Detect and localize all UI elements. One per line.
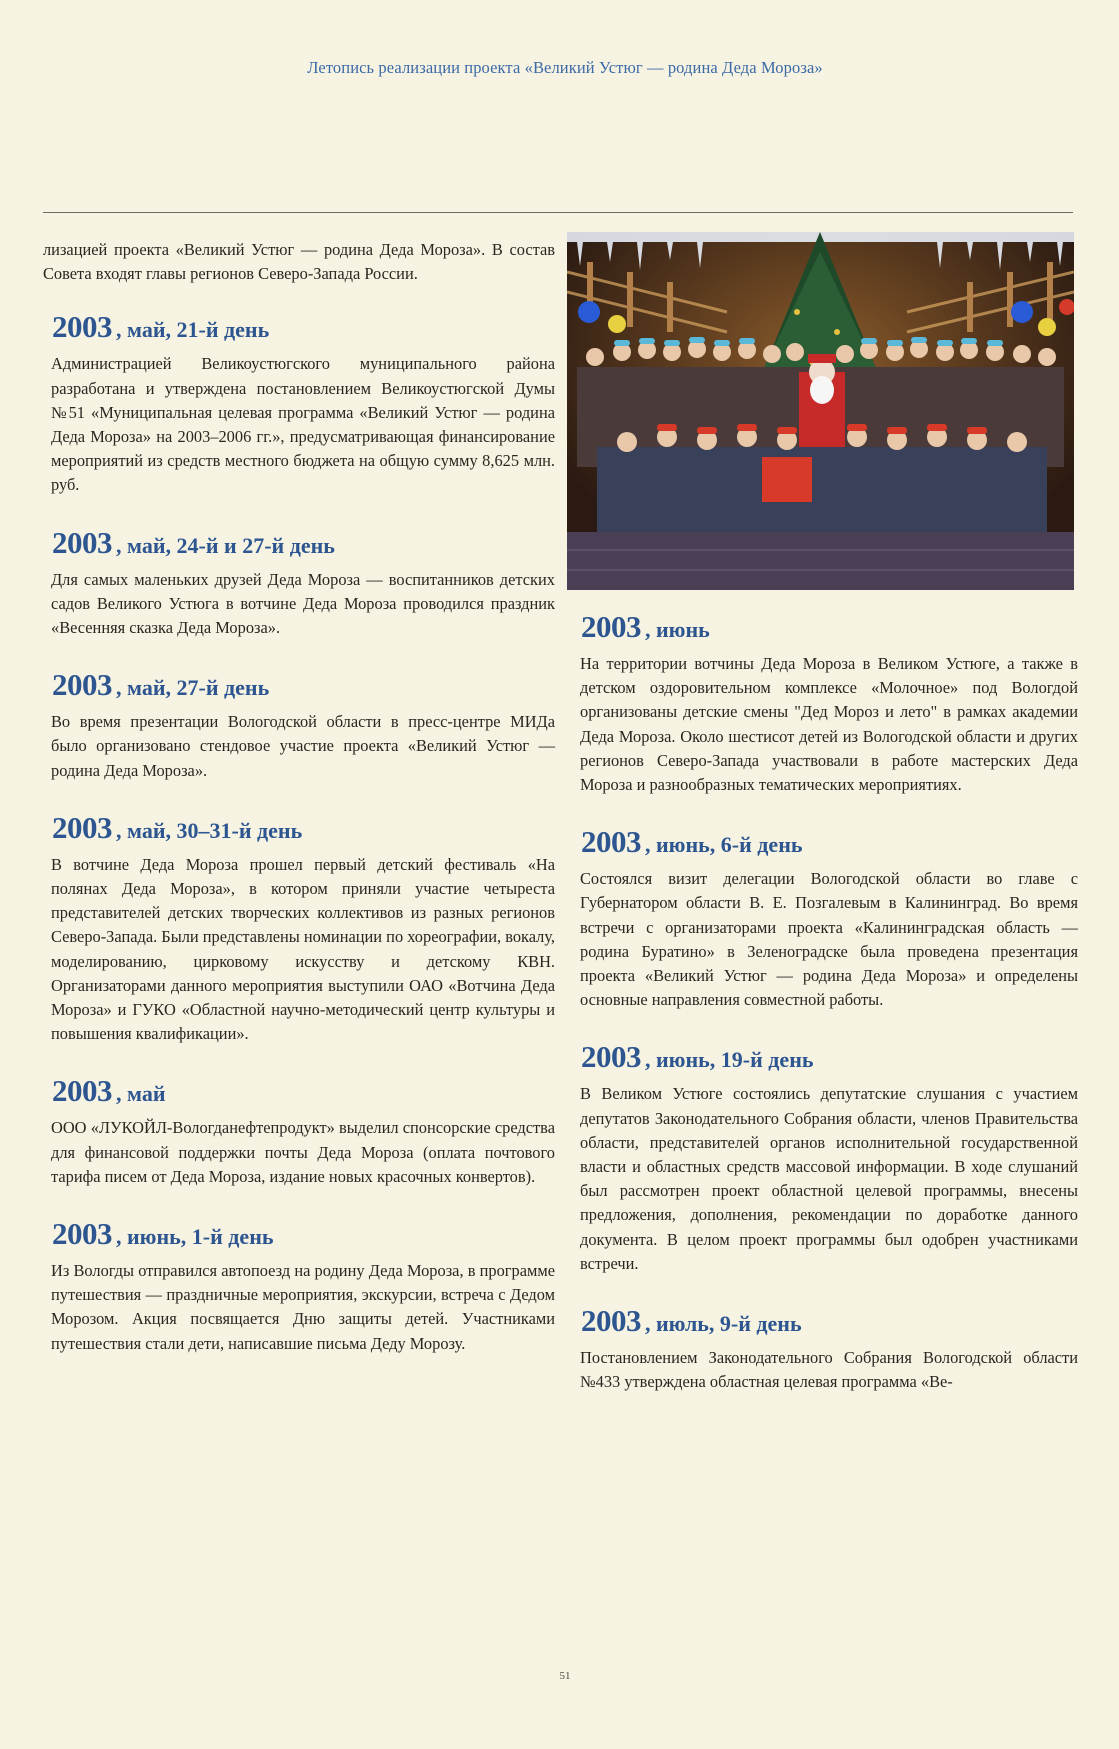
- intro-paragraph: лизацией проекта «Великий Устюг — родина Деда Мороза». В состав Совета входят главы регионов Северо-Запада России.: [43, 240, 555, 284]
- entry-date: , июль, 9-й день: [645, 1311, 802, 1337]
- entry-year: 2003: [52, 309, 112, 345]
- entry-year: 2003: [52, 809, 112, 845]
- chronicle-entry: [43, 809, 555, 1047]
- entry-year: 2003: [581, 1303, 641, 1339]
- entry-year: 2003: [52, 667, 112, 703]
- entry-year: 2003: [52, 524, 112, 560]
- chronicle-entry: [43, 1215, 555, 1356]
- entry-text: На территории вотчины Деда Мороза в Великом Устюге, а также в детском оздоровительном комплексе «Молочное» под Вологдой организованы детские смены "Дед Мороз и лето" в рамках академии Деда Мороза. Около шестисот детей из Вологодской области и других регионов Северо-Запада участвовали в работе мастерских Деда Мороза и разнообразных тематических мероприятиях.: [580, 654, 1078, 795]
- entry-date: , май, 21-й день: [116, 317, 270, 343]
- entry-text: ООО «ЛУКОЙЛ-Вологданефтепродукт» выделил спонсорские средства для финансовой поддержки почты Деда Мороза (оплата почтового тарифа писем от Деда Мороза, издание новых красочных конвертов).: [51, 1118, 555, 1186]
- entry-heading: [52, 666, 555, 707]
- chronicle-entry: [43, 1072, 555, 1189]
- entry-heading: [581, 823, 1078, 864]
- header-rule: [43, 212, 1073, 213]
- entry-date: , май, 30–31-й день: [116, 817, 303, 843]
- entry-heading: [52, 1215, 555, 1256]
- entry-date: , июнь, 19-й день: [645, 1047, 814, 1073]
- entry-heading: [581, 1302, 1078, 1343]
- entry-date: , июнь: [645, 617, 710, 642]
- entry-heading: [52, 809, 555, 850]
- chronicle-entry: [43, 524, 555, 641]
- chronicle-entry: [572, 1302, 1078, 1394]
- entry-text: В Великом Устюге состоялись депутатские слушания с участием депутатов Законодательного Собрания области, членов Правительства области, представителей органов исполнительной государственной власти и областных средств массовой информации. В ходе слушаний был рассмотрен проект областной целевой программы, внесены предложения, дополнения, рекомендации по доработке данного документа. В целом проект программы был одобрен участниками встречи.: [580, 1084, 1078, 1273]
- entry-year: 2003: [52, 1073, 112, 1109]
- entry-heading: [581, 1038, 1078, 1079]
- entry-year: 2003: [581, 824, 641, 860]
- entry-year: 2003: [581, 1039, 641, 1075]
- entry-text: Состоялся визит делегации Вологодской области во главе с Губернатором области В. Е. Позгалевым в Калининград. Во время встречи с организаторами проекта «Калининградская область — родина Буратино» в Зеленоградске была проведена презентация проекта «Великий Устюг — родина Деда Мороза» и определены основные направления совместной работы.: [580, 869, 1078, 1010]
- chronicle-entry: [43, 666, 555, 783]
- entry-date: , июнь, 1-й день: [116, 1224, 274, 1250]
- entry-text: В вотчине Деда Мороза прошел первый детский фестиваль «На полянах Деда Мороза», в котором приняли участие четыреста представителей детских творческих коллективов из разных регионов Северо-Запада. Были представлены номинации по хореографии, вокалу, моделированию, цирковому искусству и детскому КВН. Организаторами данного мероприятия выступили ОАО «Вотчина Деда Мороза» и ГУКО «Областной научно-методический центр культуры и повышения квалификации».: [51, 854, 556, 1044]
- entry-text: Постановлением Законодательного Собрания Вологодской области №433 утверждена областная целевая программа «Ве-: [580, 1348, 1078, 1392]
- entry-date: , май: [116, 1081, 166, 1107]
- entry-year: 2003: [52, 1216, 112, 1252]
- entry-date: , май, 24-й и 27-й день: [116, 532, 335, 558]
- chronicle-entry: [572, 1038, 1078, 1276]
- entry-text: Администрацией Великоустюгского муниципального района разработана и утверждена постановлением Великоустюгской Думы №51 «Муниципальная целевая программа «Великий Устюг — родина Деда Мороза» на 2003–2006 гг.», предусматривающая финансирование мероприятий из средств местного бюджета на общую сумму 8,625 млн. руб.: [51, 354, 555, 495]
- entry-date: , май, 27-й день: [116, 675, 270, 701]
- entry-text: Из Вологды отправился автопоезд на родину Деда Мороза, в программе путешествия — праздничные мероприятия, экскурсии, встреча с Дедом Морозом. Акция посвящается Дню защиты детей. Участниками путешествия стали дети, написавшие письма Деду Морозу.: [51, 1261, 555, 1353]
- entry-heading: [52, 1072, 555, 1113]
- page-number: 51: [559, 1670, 571, 1682]
- running-header: Летопись реализации проекта «Великий Устюг — родина Деда Мороза»: [307, 58, 823, 77]
- entry-year: 2003: [581, 609, 641, 644]
- entry-heading: [52, 308, 555, 349]
- entry-date: , июнь, 6-й день: [645, 832, 803, 858]
- chronicle-entry: [572, 608, 1078, 797]
- entry-text: Во время презентации Вологодской области в пресс-центре МИДа было организовано стендовое участие проекта «Великий Устюг — родина Деда Мороза».: [51, 712, 555, 780]
- group-photo: [567, 232, 1074, 590]
- entry-text: Для самых маленьких друзей Деда Мороза — воспитанников детских садов Великого Устюга в вотчине Деда Мороза проводился праздник «Весенняя сказка Деда Мороза».: [51, 569, 555, 638]
- entry-heading: [581, 608, 1078, 649]
- chronicle-entry: [43, 308, 555, 497]
- right-column: [572, 608, 1078, 1394]
- chronicle-entry: [572, 823, 1078, 1012]
- entry-heading: [52, 524, 555, 565]
- left-column: [43, 238, 555, 1356]
